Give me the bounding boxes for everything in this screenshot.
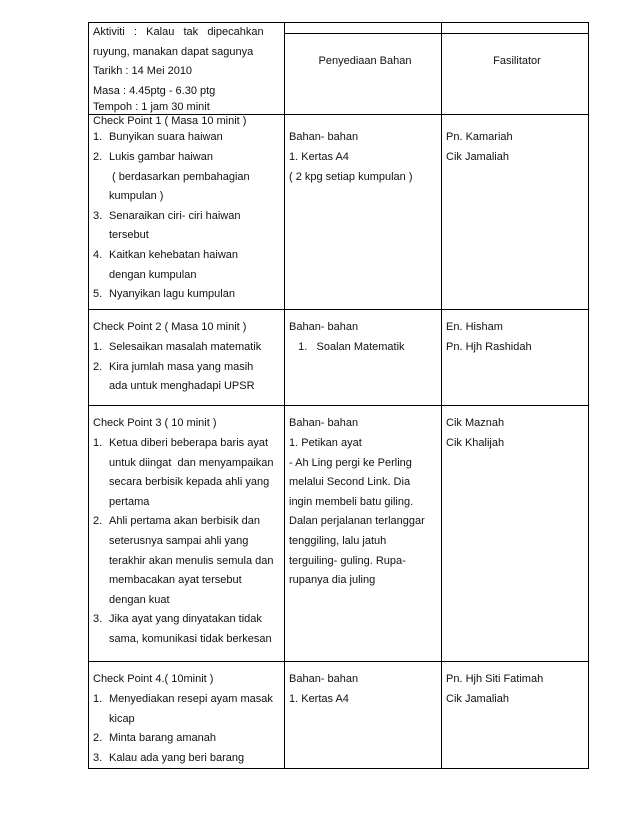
list-item-number — [93, 226, 109, 246]
list-item — [93, 168, 284, 188]
list-item — [93, 512, 284, 532]
cell-line: - Ah Ling pergi ke Perling — [289, 456, 412, 469]
list-item-number: 2. — [93, 360, 103, 373]
checkpoint-bahan-cell — [285, 115, 442, 310]
activity-title-line1: Aktiviti : Kalau tak dipecahkan — [93, 26, 264, 38]
column-heading-bahan: Penyediaan Bahan — [318, 55, 412, 67]
checkpoint-bahan-cell — [285, 310, 442, 406]
cell-line: 1. Soalan Matematik — [289, 340, 405, 353]
list-item-text: pertama — [109, 495, 150, 508]
checkpoint-bahan-cell — [285, 662, 442, 769]
list-item-text: kicap — [109, 712, 135, 725]
list-item — [93, 532, 284, 552]
list-item-number: 4. — [93, 248, 103, 261]
list-item-text: Ketua diberi beberapa baris ayat — [109, 436, 268, 449]
list-item-text: secara berbisik kepada ahli yang — [109, 476, 270, 489]
checkpoint-fasilitator-cell — [442, 662, 589, 769]
list-item — [93, 710, 284, 730]
cell-line: 1. Kertas A4 — [289, 150, 349, 163]
list-item-number: 1. — [93, 340, 103, 353]
list-item-number — [93, 454, 109, 474]
list-item-number: 1. — [93, 436, 103, 449]
list-item-number — [93, 532, 109, 552]
list-item — [93, 493, 284, 513]
document-page — [88, 22, 588, 769]
list-item — [93, 207, 284, 227]
checkpoint-title: Check Point 2 ( Masa 10 minit ) — [93, 321, 247, 334]
header-row — [89, 23, 589, 115]
cell-line: Pn. Hjh Rashidah — [446, 340, 532, 353]
cell-line: Pn. Kamariah — [446, 131, 513, 144]
list-item — [93, 454, 284, 474]
activity-info-cell — [89, 23, 285, 115]
list-item — [93, 571, 284, 591]
list-item-number: 2. — [93, 150, 103, 163]
list-item-number: 2. — [93, 732, 103, 745]
list-item — [93, 128, 284, 148]
date-line: Tarikh : 14 Mei 2010 — [93, 65, 193, 78]
list-item — [93, 630, 284, 650]
list-item-text: Lukis gambar haiwan — [109, 150, 213, 163]
list-item-text: tersebut — [109, 229, 149, 242]
checkpoint-title: Check Point 3 ( 10 minit ) — [93, 417, 217, 430]
list-item-text: terakhir akan menulis semula dan — [109, 554, 274, 567]
cell-line: Bahan- bahan — [289, 417, 359, 430]
list-item-number — [93, 591, 109, 611]
list-item-number — [93, 473, 109, 493]
list-item — [93, 266, 284, 286]
cell-line: 1. Petikan ayat — [289, 436, 362, 449]
list-item-number: 5. — [93, 288, 103, 301]
list-item-text: membacakan ayat tersebut — [109, 574, 242, 587]
checkpoint-activity-cell — [89, 406, 285, 662]
list-item-text: Senaraikan ciri- ciri haiwan — [109, 209, 241, 222]
checkpoint-row — [89, 310, 589, 406]
list-item — [93, 690, 284, 710]
list-item-number — [93, 168, 109, 188]
cell-line: Bahan- bahan — [289, 673, 359, 686]
list-item — [93, 246, 284, 266]
list-item-text: Minta barang amanah — [109, 732, 217, 745]
list-item-number: 3. — [93, 209, 103, 222]
list-item — [93, 610, 284, 630]
checkpoint-row — [89, 406, 589, 662]
list-item-text: dengan kumpulan — [109, 268, 197, 281]
cell-line: Cik Jamaliah — [446, 150, 509, 163]
list-item — [93, 338, 284, 358]
list-item-text: Ahli pertama akan berbisik dan — [109, 515, 261, 528]
list-item-text: Kalau ada yang beri barang — [109, 751, 245, 764]
activity-table — [88, 22, 589, 769]
list-item-text: Bunyikan suara haiwan — [109, 131, 223, 144]
list-item — [93, 377, 284, 397]
list-item-text: seterusnya sampai ahli yang — [109, 534, 249, 547]
duration-line: Tempoh : 1 jam 30 minit — [93, 101, 210, 114]
list-item-text: Menyediakan resepi ayam masak — [109, 692, 273, 705]
checkpoint-activity-cell — [89, 662, 285, 769]
list-item-text: ada untuk menghadapi UPSR — [109, 380, 255, 393]
list-item-number — [93, 493, 109, 513]
list-item-number — [93, 710, 109, 730]
cell-line: Bahan- bahan — [289, 321, 359, 334]
cell-line: Pn. Hjh Siti Fatimah — [446, 673, 544, 686]
list-item — [93, 552, 284, 572]
header-fasilitator-cell — [442, 23, 589, 115]
cell-line: Cik Khalijah — [446, 436, 505, 449]
list-item-text: dengan kuat — [109, 593, 170, 606]
activity-title-line2: ruyung, manakan dapat sagunya — [93, 45, 254, 58]
list-item-number — [93, 266, 109, 286]
checkpoint-bahan-cell — [285, 406, 442, 662]
list-item-text: Kira jumlah masa yang masih — [109, 360, 254, 373]
cell-line: tenggiling, lalu jatuh — [289, 534, 387, 547]
list-item-text: untuk diingat dan menyampaikan — [109, 456, 274, 469]
list-item-number: 3. — [93, 613, 103, 626]
list-item — [93, 285, 284, 305]
time-line: Masa : 4.45ptg - 6.30 ptg — [93, 84, 216, 97]
checkpoint-fasilitator-cell — [442, 115, 589, 310]
list-item — [93, 473, 284, 493]
checkpoint-fasilitator-cell — [442, 310, 589, 406]
checkpoint-fasilitator-cell — [442, 406, 589, 662]
cell-line: melalui Second Link. Dia — [289, 476, 411, 489]
header-bahan-cell — [285, 23, 442, 115]
cell-line: rupanya dia juling — [289, 574, 376, 587]
cell-line: ingin membeli batu giling. — [289, 495, 414, 508]
checkpoint-title: Check Point 4.( 10minit ) — [93, 673, 214, 686]
cell-line: En. Hisham — [446, 321, 503, 334]
list-item-number: 1. — [93, 131, 103, 144]
list-item-number — [93, 377, 109, 397]
cell-line: 1. Kertas A4 — [289, 692, 349, 705]
cell-line: terguiling- guling. Rupa- — [289, 554, 406, 567]
cell-line: Cik Jamaliah — [446, 692, 509, 705]
list-item-number: 1. — [93, 692, 103, 705]
list-item — [93, 148, 284, 168]
list-item-text: Nyanyikan lagu kumpulan — [109, 288, 235, 301]
list-item — [93, 749, 284, 769]
list-item-number: 2. — [93, 515, 103, 528]
checkpoint-activity-cell — [89, 310, 285, 406]
list-item-text: Selesaikan masalah matematik — [109, 340, 262, 353]
checkpoint-row — [89, 662, 589, 769]
list-item-text: Jika ayat yang dinyatakan tidak — [109, 613, 262, 626]
list-item-number — [93, 571, 109, 591]
list-item-text: sama, komunikasi tidak berkesan — [109, 632, 272, 645]
list-item — [93, 187, 284, 207]
checkpoint-row — [89, 115, 589, 310]
list-item-number — [93, 630, 109, 650]
list-item-text: Kaitkan kehebatan haiwan — [109, 248, 239, 261]
list-item — [93, 729, 284, 749]
cell-line: Dalan perjalanan terlanggar — [289, 515, 425, 528]
list-item — [93, 591, 284, 611]
column-heading-fasilitator: Fasilitator — [493, 55, 541, 67]
list-item-number: 3. — [93, 751, 103, 764]
list-item — [93, 434, 284, 454]
cell-line: Bahan- bahan — [289, 131, 359, 144]
list-item-text: kumpulan ) — [109, 190, 164, 203]
list-item-text: ( berdasarkan pembahagian — [109, 170, 250, 183]
checkpoint-activity-cell — [89, 115, 285, 310]
checkpoint-title: Check Point 1 ( Masa 10 minit ) — [93, 115, 247, 128]
list-item-number — [93, 187, 109, 207]
list-item — [93, 226, 284, 246]
cell-line: ( 2 kpg setiap kumpulan ) — [289, 170, 413, 183]
list-item-number — [93, 552, 109, 572]
cell-line: Cik Maznah — [446, 417, 505, 430]
list-item — [93, 358, 284, 378]
